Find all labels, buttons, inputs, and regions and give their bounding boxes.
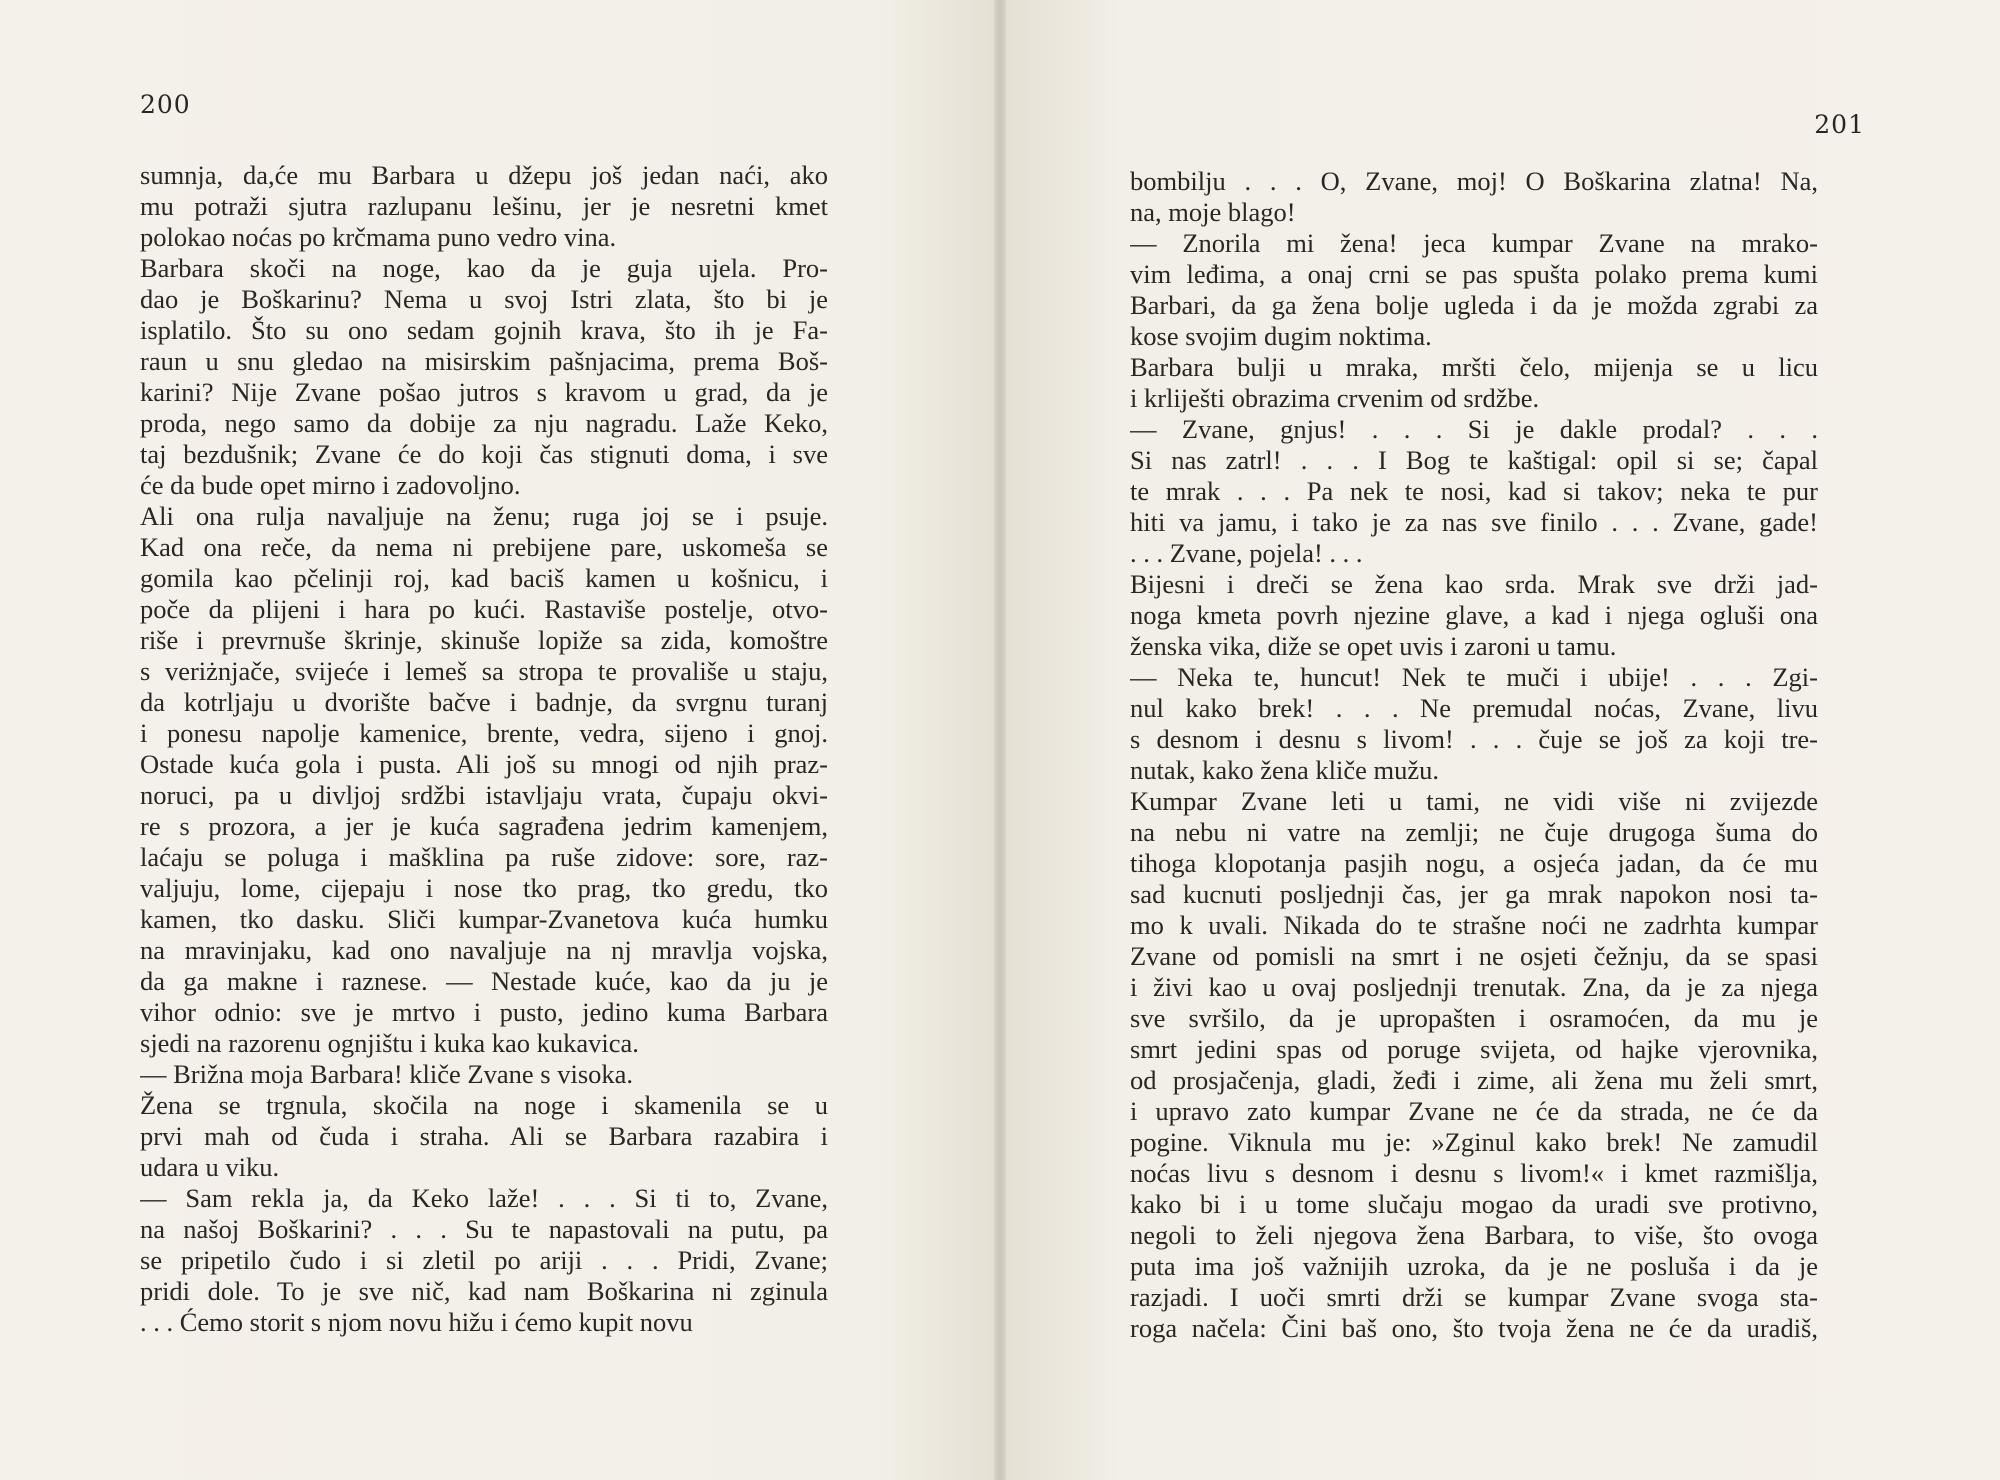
page-number: 201 (1814, 110, 1865, 139)
text-line: Barbara skoči na noge, kao da je guja ujela. Pro- (140, 253, 828, 283)
text-line: negoli to želi njegova žena Barbara, to više, što ovoga (1130, 1220, 1818, 1250)
text-line: vihor odnio: sve je mrtvo i pusto, jedino kuma Barbara (140, 997, 828, 1027)
text-line: na našoj Boškarini? . . . Su te napastovali na putu, pa (140, 1214, 828, 1244)
text-line: da ga makne i raznese. — Nestade kuće, kao da ju je (140, 966, 828, 996)
text-line: te mrak . . . Pa nek te nosi, kad si takov; neka te pur (1130, 476, 1818, 506)
text-line: sjedi na razorenu ognjištu i kuka kao kukavica. (140, 1028, 639, 1058)
text-line: pogine. Viknula mu je: »Zginul kako brek! Ne zamudil (1130, 1127, 1818, 1157)
page-text (140, 160, 828, 1338)
text-line: . . . Zvane, pojela! . . . (1130, 538, 1363, 568)
text-line: puta ima još važnijih uzroka, da je ne posluša i da je (1130, 1251, 1818, 1281)
text-line: s veriżnjače, svijeće i lemeš sa stropa te provališe u staju, (140, 656, 828, 686)
text-line: re s prozora, a jer je kuća sagrađena jedrim kamenjem, (140, 811, 828, 841)
text-line: ženska vika, diže se opet uvis i zaroni u tamu. (1130, 631, 1617, 661)
text-line: prvi mah od čuda i straha. Ali se Barbara razabira i (140, 1121, 828, 1151)
text-line: Zvane od pomisli na smrt i ne osjeti čežnju, da se spasi (1130, 941, 1818, 971)
text-line: Kumpar Zvane leti u tami, ne vidi više ni zvijezde (1130, 786, 1818, 816)
text-line: razjadi. I uoči smrti drži se kumpar Zvane svoga sta- (1130, 1282, 1818, 1312)
book-gutter (994, 0, 1006, 1480)
text-line: da kotrljaju u dvorište bačve i badnje, da svrgnu turanj (140, 687, 828, 717)
text-line: proda, nego samo da dobije za nju nagradu. Laže Keko, (140, 408, 828, 438)
text-line: i upravo zato kumpar Zvane ne će da strada, ne će da (1130, 1096, 1818, 1126)
text-line: isplatilo. Što su ono sedam gojnih krava, što ih je Fa- (140, 315, 828, 345)
text-line: od prosjačenja, gladi, žeđi i zime, ali žena mu želi smrt, (1130, 1065, 1818, 1095)
text-line: sve svršilo, da je upropašten i osramoćen, da mu je (1130, 1003, 1818, 1033)
text-line: — Sam rekla ja, da Keko laže! . . . Si ti to, Zvane, (140, 1183, 828, 1213)
text-line: laćaju se poluga i mašklina pa ruše zidove: sore, raz- (140, 842, 828, 872)
text-line: vim leđima, a onaj crni se pas spušta polako prema kumi (1130, 259, 1818, 289)
text-line: sad kucnuti posljednji čas, jer ga mrak napokon nosi ta- (1130, 879, 1818, 909)
text-line: noćas livu s desnom i desnu s livom!« i kmet razmišlja, (1130, 1158, 1818, 1188)
text-line: nul kako brek! . . . Ne premudal noćas, Zvane, livu (1130, 693, 1818, 723)
text-line: poče da plijeni i hara po kući. Rastaviše postelje, otvo- (140, 594, 828, 624)
text-line: mu potraži sjutra razlupanu lešinu, jer je nesretni kmet (140, 191, 828, 221)
text-line: Kad ona reče, da nema ni prebijene pare, uskomeša se (140, 532, 828, 562)
text-line: nutak, kako žena kliče mužu. (1130, 755, 1440, 785)
text-line: Bijesni i dreči se žena kao srda. Mrak sve drži jad- (1130, 569, 1818, 599)
text-line: sumnja, da,će mu Barbara u džepu još jedan naći, ako (140, 160, 828, 190)
text-line: — Neka te, huncut! Nek te muči i ubije! . . . Zgi- (1130, 662, 1818, 692)
text-line: karini? Nije Zvane pošao jutros s kravom u grad, da je (140, 377, 828, 407)
text-line: Si nas zatrl! . . . I Bog te kaštigal: opil si se; čapal (1130, 445, 1818, 475)
text-line: mo k uvali. Nikada do te strašne noći ne zadrhta kumpar (1130, 910, 1818, 940)
text-line: s desnom i desnu s livom! . . . čuje se još za koji tre- (1130, 724, 1818, 754)
text-line: kako bi i u tome slučaju mogao da uradi sve protivno, (1130, 1189, 1818, 1219)
text-line: hiti va jamu, i tako je za nas sve finilo . . . Zvane, gade! (1130, 507, 1818, 537)
text-line: Barbara bulji u mraka, mršti čelo, mijenja se u licu (1130, 352, 1818, 382)
text-line: udara u viku. (140, 1152, 280, 1182)
text-line: bombilju . . . O, Zvane, moj! O Boškarina zlatna! Na, (1130, 166, 1818, 196)
text-line: roga načela: Čini baš ono, što tvoja žena ne će da uradiš, (1130, 1313, 1818, 1343)
text-line: raun u snu gledao na misirskim pašnjacima, prema Boš- (140, 346, 828, 376)
text-line: i krliješti obrazima crvenim od srdžbe. (1130, 383, 1540, 413)
text-line: taj bezdušnik; Zvane će do koji čas stignuti doma, i sve (140, 439, 828, 469)
text-line: noga kmeta povrh njezine glave, a kad i njega ogluši ona (1130, 600, 1818, 630)
text-line: Žena se trgnula, skočila na noge i skamenila se u (140, 1090, 828, 1120)
text-line: pridi dole. To je sve nič, kad nam Boškarina ni zginula (140, 1276, 828, 1306)
text-line: — Brižna moja Barbara! kliče Zvane s visoka. (140, 1059, 634, 1089)
text-line: — Zvane, gnjus! . . . Si je dakle prodal? . . . (1130, 414, 1818, 444)
text-line: kose svojim dugim noktima. (1130, 321, 1432, 351)
text-line: Barbari, da ga žena bolje ugleda i da je možda zgrabi za (1130, 290, 1818, 320)
text-line: na, moje blago! (1130, 197, 1296, 227)
text-line: valjuju, lome, cijepaju i nose tko prag, tko gredu, tko (140, 873, 828, 903)
page-text (1130, 166, 1818, 1344)
text-line: riše i prevrnuše škrinje, skinuše lopiže sa zida, komoštre (140, 625, 828, 655)
text-line: i živi kao u ovaj posljednji trenutak. Zna, da je za njega (1130, 972, 1818, 1002)
text-line: Ostade kuća gola i pusta. Ali još su mnogi od njih praz- (140, 749, 828, 779)
text-line: na mravinjaku, kad ono navaljuje na nj mravlja vojska, (140, 935, 828, 965)
text-line: — Znorila mi žena! jeca kumpar Zvane na mrako- (1130, 228, 1818, 258)
text-line: se pripetilo čudo i si zletil po ariji . . . Pridi, Zvane; (140, 1245, 828, 1275)
text-line: tihoga klopotanja pasjih nogu, a osjeća jadan, da će mu (1130, 848, 1818, 878)
text-line: na nebu ni vatre na zemlji; ne čuje drugoga šuma do (1130, 817, 1818, 847)
text-line: kamen, tko dasku. Sliči kumpar-Zvanetova kuća humku (140, 904, 828, 934)
text-line: polokao noćas po krčmama puno vedro vina. (140, 222, 617, 252)
right-page (1000, 0, 2000, 1480)
page-number: 200 (140, 90, 191, 119)
text-line: gomila kao pčelinji roj, kad baciš kamen u košnicu, i (140, 563, 828, 593)
text-line: će da bude opet mirno i zadovoljno. (140, 470, 521, 500)
text-line: smrt jedini spas od poruge svijeta, od hajke vjerovnika, (1130, 1034, 1818, 1064)
text-line: dao je Boškarinu? Nema u svoj Istri zlata, što bi je (140, 284, 828, 314)
text-line: noruci, pa u divljoj srdžbi istavljaju vrata, čupaju okvi- (140, 780, 828, 810)
text-line: . . . Ćemo storit s njom novu hižu i ćemo kupit novu (140, 1307, 693, 1337)
text-line: Ali ona rulja navaljuje na ženu; ruga joj se i psuje. (140, 501, 828, 531)
text-line: i ponesu napolje kamenice, brente, vedra, sijeno i gnoj. (140, 718, 828, 748)
